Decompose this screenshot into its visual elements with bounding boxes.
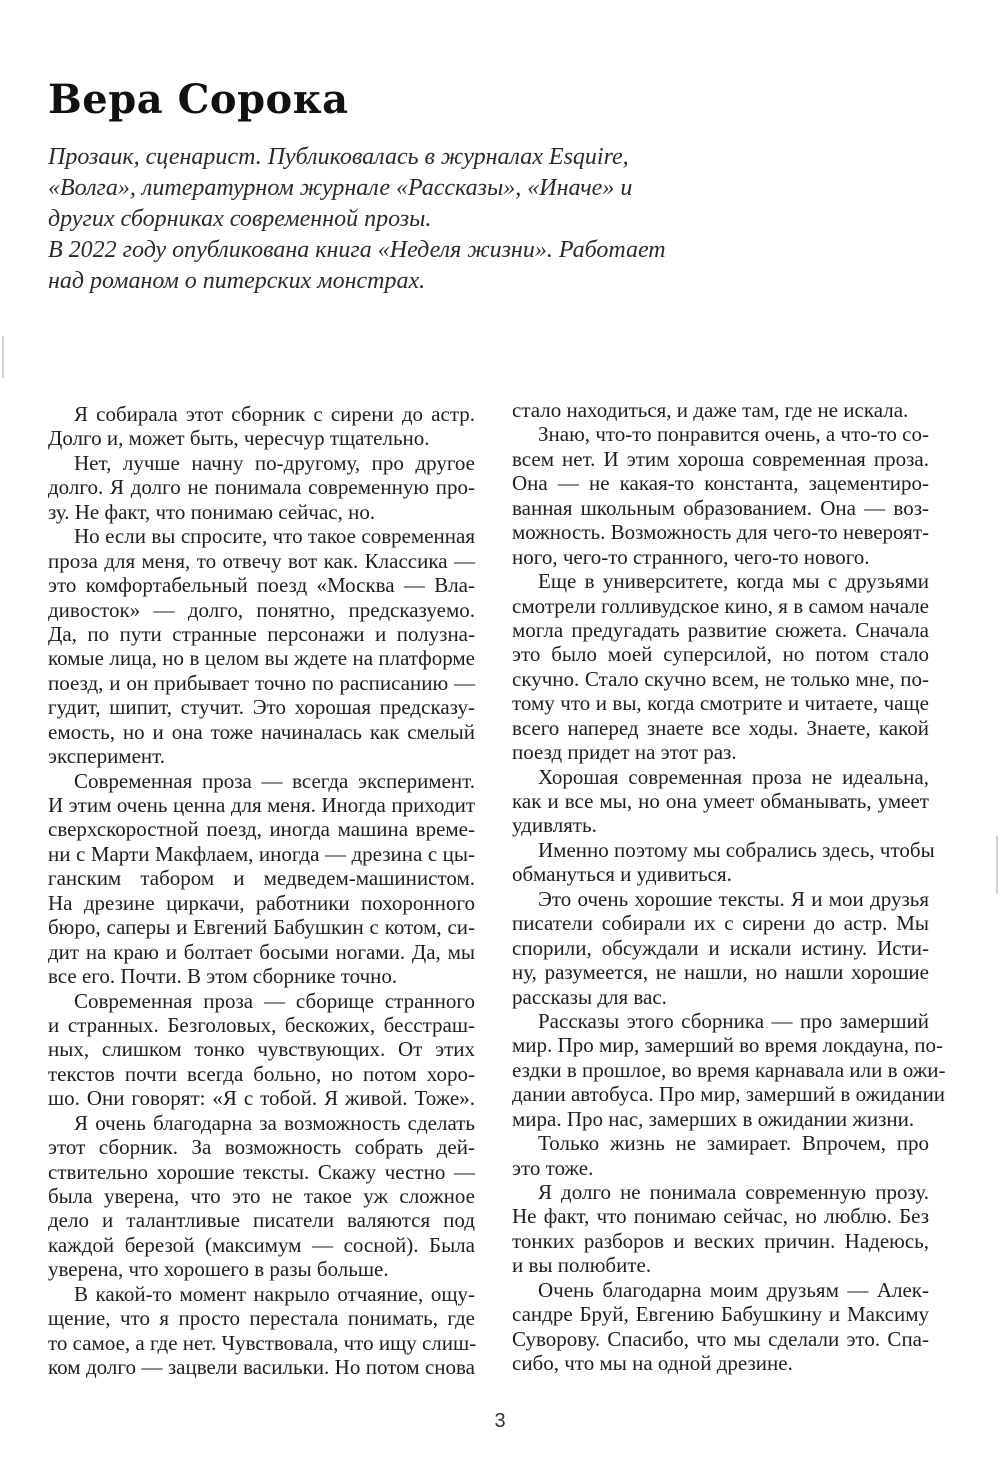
- text-line: Современная проза — всегда эксперимент.: [74, 768, 475, 793]
- text-line: и вы полюбите.: [512, 1253, 652, 1278]
- text-line: сандре Бруй, Евгению Бабушкину и Максиму: [512, 1302, 929, 1327]
- text-line: поезд придет на этот раз.: [512, 740, 737, 765]
- text-line: Я очень благодарна за возможность сделать: [74, 1110, 475, 1135]
- text-line: Суворову. Спасибо, что мы сделали это. Спа-: [512, 1326, 929, 1351]
- text-line: дело и талантливые писатели валяются под: [48, 1208, 475, 1233]
- text-line: Я долго не понимала современную прозу.: [538, 1180, 929, 1204]
- text-line: ни с Марти Макфлаем, иногда — дрезина с цы-: [48, 841, 475, 866]
- text-line: Рассказы этого сборника — про замерший: [538, 1008, 929, 1033]
- text-line: Хорошая современная проза не идеальна,: [538, 764, 929, 789]
- text-line: проза для меня, то отвечу вот как. Классика —: [48, 548, 475, 573]
- text-line: этот сборник. За возможность собрать дей-: [48, 1135, 475, 1160]
- text-line: бюро, саперы и Евгений Бабушкин с котом, си-: [48, 915, 475, 940]
- text-line: комые лица, но в целом вы ждете на платформе: [48, 646, 475, 671]
- text-line: и странных. Безголовых, бескожих, бесстраш-: [48, 1012, 475, 1037]
- margin-mark: [2, 336, 4, 378]
- text-line: текстов почти всегда больно, но потом хоро-: [48, 1061, 475, 1086]
- bio-line: над романом о питерских монстрах.: [48, 268, 426, 294]
- text-line: Но если вы спросите, что такое современная: [74, 524, 475, 549]
- author-bio: [48, 142, 688, 297]
- text-line: ного, чего-то странного, чего-то нового.: [512, 544, 870, 569]
- text-line: поезд, и он прибывает точно по расписанию —: [48, 670, 475, 695]
- text-line: стало находиться, и даже там, где не искала.: [512, 398, 909, 422]
- text-line: дивосток» — долго, понятно, предсказуемо.: [48, 597, 475, 622]
- margin-mark: [996, 836, 998, 894]
- text-line: дании автобуса. Про мир, замерший в ожидании: [512, 1082, 946, 1107]
- text-line: ну, разумеется, не нашли, но нашли хорошие: [512, 960, 929, 985]
- text-line: емость, но и она тоже начиналась как смелый: [48, 719, 475, 744]
- text-line: Знаю, что-то понравится очень, а что-то со-: [538, 422, 929, 447]
- page-number: 3: [494, 1410, 506, 1432]
- bio-line: других сборниках современной прозы.: [48, 206, 432, 232]
- text-line: была уверена, что это не такое уж сложное: [48, 1184, 475, 1208]
- text-line: спорили, обсуждали и искали истину. Исти-: [512, 935, 929, 960]
- text-line: дит на краю и болтает босыми ногами. Да, мы: [48, 939, 475, 964]
- bio-line: В 2022 году опубликована книга «Неделя жизни». Работает: [48, 237, 666, 263]
- text-line: шо. Они говорят: «Я с тобой. Я живой. Тоже».: [48, 1086, 475, 1111]
- text-line: это было моей суперсилой, но потом стало: [512, 642, 929, 667]
- text-line: На дрезине циркачи, работники похоронного: [48, 890, 475, 915]
- text-column-right: [512, 398, 946, 1376]
- text-line: это комфортабельный поезд «Москва — Вла-: [48, 573, 475, 598]
- text-line: сибо, что мы на одной дрезине.: [512, 1351, 793, 1376]
- text-line: могла предугадать развитие сюжета. Сначала: [512, 617, 929, 642]
- text-line: долго. Я долго не понимала современную про-: [48, 475, 475, 500]
- text-line: тонких разборов и веских причин. Надеюсь,: [512, 1228, 929, 1253]
- text-line: всем нет. И этим хороша современная проза.: [512, 446, 929, 471]
- text-line: мира. Про нас, замерших в ожидании жизни.: [512, 1106, 915, 1131]
- text-line: ванная школьным образованием. Она — воз-: [512, 495, 929, 520]
- bio-line: Прозаик, сценарист. Публиковалась в журналах Esquire,: [48, 144, 629, 170]
- text-line: Я собирала этот сборник с сирени до астр.: [74, 402, 475, 426]
- text-line: обмануться и удивиться.: [512, 862, 732, 887]
- text-column-left: [48, 402, 475, 1380]
- text-line: эксперимент.: [48, 744, 166, 769]
- text-line: смотрели голливудское кино, я в самом начале: [512, 593, 929, 618]
- author-name: Вера Сорока: [48, 76, 349, 123]
- text-line: ганским табором и медведем-машинистом.: [48, 866, 475, 891]
- text-line: В какой-то момент накрыло отчаяние, ощу-: [74, 1281, 475, 1306]
- text-line: Еще в университете, когда мы с друзьями: [538, 569, 929, 594]
- text-line: Именно поэтому мы собрались здесь, чтобы: [538, 837, 935, 862]
- text-line: это тоже.: [512, 1155, 594, 1180]
- text-line: И этим очень ценна для меня. Иногда приходит: [48, 793, 475, 817]
- text-line: всего наперед знаете все ходы. Знаете, какой: [512, 715, 929, 740]
- text-line: сверхскоростной поезд, иногда машина време-: [48, 817, 475, 842]
- text-line: все его. Почти. В этом сборнике точно.: [48, 964, 398, 989]
- text-line: уверена, что хорошего в разы больше.: [48, 1257, 389, 1282]
- text-line: ком долго — зацвели васильки. Но потом снова: [48, 1355, 475, 1380]
- text-line: ездки в прошлое, во время карнавала или в ожи-: [512, 1057, 946, 1082]
- text-line: как и все мы, но она умеет обманывать, умеет: [512, 789, 929, 813]
- text-line: гудит, шипит, стучит. Это хорошая предсказу-: [48, 695, 475, 720]
- text-line: ных, слишком тонко чувствующих. От этих: [48, 1037, 475, 1062]
- text-line: Она — не какая-то константа, зацементиро-: [512, 471, 929, 496]
- text-line: Да, по пути странные персонажи и полузна-: [48, 621, 475, 646]
- text-line: то самое, а где нет. Чувствовала, что ищу слиш-: [48, 1330, 477, 1355]
- text-line: каждой березой (максимум — сосной). Была: [48, 1232, 475, 1257]
- text-line: зу. Не факт, что понимаю сейчас, но.: [48, 499, 376, 524]
- text-line: писатели собирали их с сирени до астр. Мы: [512, 911, 929, 936]
- text-line: мир. Про мир, замерший во время локдауна, по-: [512, 1033, 943, 1058]
- text-line: Современная проза — сборище странного: [74, 988, 475, 1013]
- text-line: щение, что я просто перестала понимать, где: [48, 1306, 475, 1331]
- text-line: Нет, лучше начну по-другому, про другое: [74, 450, 475, 475]
- text-line: ствительно хорошие тексты. Скажу честно —: [48, 1159, 475, 1184]
- bio-line: «Волга», литературном журнале «Рассказы», «Иначе» и: [48, 175, 633, 201]
- text-line: тому что и вы, когда смотрите и читаете, чаще: [512, 691, 929, 716]
- text-line: удивлять.: [512, 813, 597, 838]
- text-line: можность. Возможность для чего-то невероят-: [512, 520, 929, 545]
- text-line: Очень благодарна моим друзьям — Алек-: [538, 1277, 929, 1302]
- text-line: Не факт, что понимаю сейчас, но люблю. Без: [512, 1204, 929, 1229]
- text-line: рассказы для вас.: [512, 984, 667, 1009]
- text-line: Долго и, может быть, чересчур тщательно.: [48, 426, 430, 451]
- text-line: Это очень хорошие тексты. Я и мои друзья: [538, 886, 929, 911]
- text-line: Только жизнь не замирает. Впрочем, про: [538, 1131, 929, 1156]
- text-line: скучно. Стало скучно всем, не только мне, по-: [512, 666, 929, 691]
